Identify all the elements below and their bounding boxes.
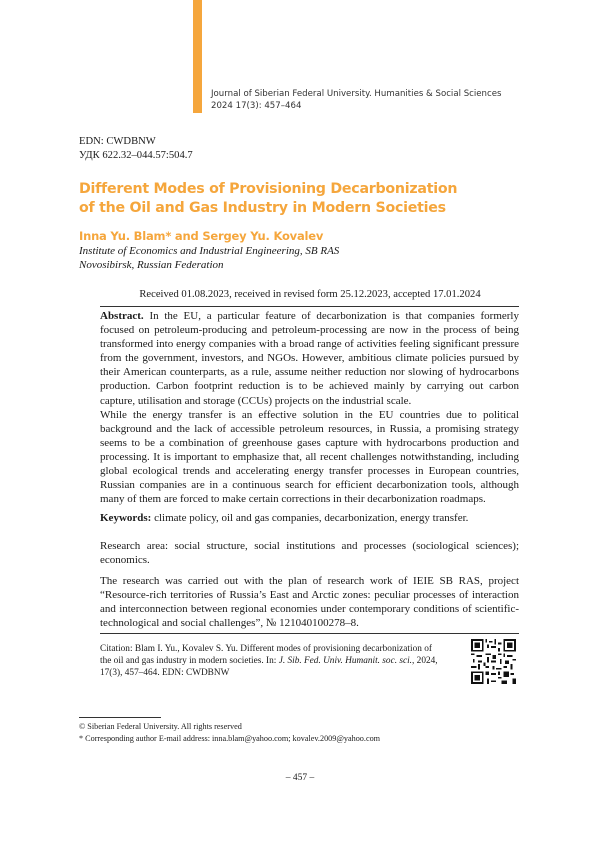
- authors: Inna Yu. Blam* and Sergey Yu. Kovalev: [79, 229, 324, 243]
- abstract: [100, 309, 519, 506]
- title-line-1: Different Modes of Provisioning Decarbonization: [79, 181, 458, 197]
- abstract-paragraph-2: While the energy transfer is an effective solution in the EU countries due to political background and the lack of accessible petroleum resources, in Russia, a promising strategy seems to be a combination of greenhouse gases capture with hydrocarbons production and processing. It is important to emphasize that, all recent challenges notwithstanding, including global ecological trends and accelerating energy transfer processes in European countries, Russian companies are in a continuous search for efficient decarbonization tools, although many of them are forced to make certain corrections in their decarbonization roadmaps.: [100, 408, 519, 506]
- article-title: [79, 180, 519, 218]
- abstract-text-1: In the EU, a particular feature of decarbonization is that companies formerly focused on petroleum-producing and petroleum-processing are now in the process of being transformed into energy companies with a broad range of activities feeling significant pressure from the government, investors, and NGOs. However, ambitious climate policies pursued by their American counterparts, as a rule, assume neither reduction nor slowing of hydrocarbons production. Carbon footprint reduction is to be achieved mainly by carrying out carbon capture, utilisation and storage (CCUs) projects on the industrial scale.: [100, 310, 519, 407]
- title-line-2: of the Oil and Gas Industry in Modern Societies: [79, 200, 446, 216]
- corresponding-author-note: * Corresponding author E-mail address: inna.blam@yahoo.com; kovalev.2009@yahoo.com: [79, 733, 381, 743]
- keywords: [100, 511, 519, 525]
- keywords-text: climate policy, oil and gas companies, decarbonization, energy transfer.: [154, 512, 469, 524]
- qr-code-icon[interactable]: [471, 639, 516, 684]
- research-area: [100, 539, 519, 567]
- citation: [100, 643, 445, 680]
- affiliation-location: Novosibirsk, Russian Federation: [79, 259, 224, 271]
- research-note-text: The research was carried out with the plan of research work of IEIE SB RAS, project “Resource-rich territories of Russia’s East and Arctic zones: peculiar processes of interaction and interconnection between regional economies under contemporary conditions of scientific-technological and social challenges”, № 121040100278–8.: [100, 575, 519, 630]
- abstract-paragraph-1: [100, 309, 519, 408]
- abstract-label: Abstract.: [100, 310, 144, 322]
- affiliation: [79, 244, 519, 272]
- page-number: – 457 –: [285, 773, 315, 783]
- affiliation-institute: Institute of Economics and Industrial Engineering, SB RAS: [79, 245, 340, 257]
- edn-code: EDN: CWDBNW: [79, 136, 156, 147]
- journal-issue: 2024 17(3): 457–464: [211, 101, 302, 111]
- research-funding-note: [100, 574, 519, 630]
- journal-accent-bar: [193, 0, 202, 113]
- keywords-label: Keywords:: [100, 512, 152, 524]
- citation-suffix: , 2024, 17(3), 457–464. EDN: CWDBNW: [100, 656, 438, 679]
- citation-top-rule: [100, 633, 519, 634]
- footnotes: [79, 721, 519, 744]
- research-area-text: Research area: social structure, social institutions and processes (sociological sciences); economics.: [100, 540, 519, 567]
- footnote-rule: [79, 717, 161, 718]
- article-identifiers: [79, 135, 193, 163]
- copyright-note: © Siberian Federal University. All rights reserved: [79, 722, 242, 731]
- received-dates: Received 01.08.2023, received in revised form 25.12.2023, accepted 17.01.2024: [139, 289, 481, 300]
- citation-journal: J. Sib. Fed. Univ. Humanit. soc. sci.: [278, 656, 413, 667]
- abstract-top-rule: [100, 306, 519, 307]
- udk-code: УДК 622.32–044.57:504.7: [79, 150, 193, 161]
- journal-name: Journal of Siberian Federal University. Humanities & Social Sciences: [211, 89, 502, 99]
- journal-header: [211, 88, 541, 112]
- citation-prefix: Citation: Blam I. Yu., Kovalev S. Yu. Different modes of provisioning decarbonization of the oil and gas industry in modern societies. In:: [100, 644, 432, 667]
